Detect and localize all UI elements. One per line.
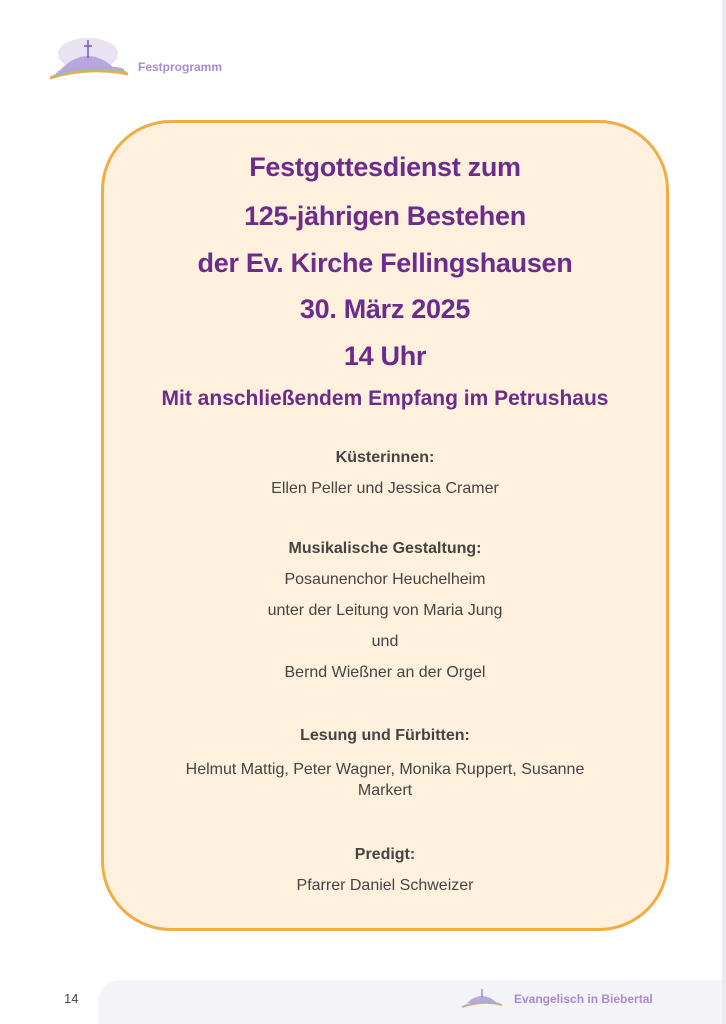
subtitle: Mit anschließendem Empfang im Petrushaus xyxy=(161,387,609,410)
church-dome-logo-icon xyxy=(462,987,502,1014)
title-line: 125-jährigen Bestehen xyxy=(244,201,526,231)
section-text: Helmut Mattig, Peter Wagner, Monika Ruppert, Susanne xyxy=(185,761,585,778)
section-heading-lesung: Lesung und Fürbitten: xyxy=(300,727,470,744)
section-text: Bernd Wießner an der Orgel xyxy=(284,664,486,681)
program-card xyxy=(101,120,669,931)
section-text: Markert xyxy=(357,782,413,799)
footer-label: Evangelisch in Biebertal xyxy=(514,992,653,1006)
section-text: Pfarrer Daniel Schweizer xyxy=(296,877,474,894)
section-text: und xyxy=(371,633,399,650)
page-edge xyxy=(722,0,726,1024)
church-dome-logo-icon xyxy=(50,36,130,87)
section-heading-musik: Musikalische Gestaltung: xyxy=(288,540,482,557)
section-text: Ellen Peller und Jessica Cramer xyxy=(271,480,499,497)
header-label: Festprogramm xyxy=(138,60,223,74)
event-date: 30. März 2025 xyxy=(299,294,471,324)
event-time: 14 Uhr xyxy=(343,341,427,371)
title-line: Festgottesdienst zum xyxy=(249,152,521,182)
section-text: Posaunenchor Heuchelheim xyxy=(284,571,486,588)
section-heading-kuesterinnen: Küsterinnen: xyxy=(335,449,435,466)
section-text: unter der Leitung von Maria Jung xyxy=(267,602,503,619)
page-header xyxy=(50,36,350,86)
page-number: 14 xyxy=(64,991,79,1006)
title-line: der Ev. Kirche Fellingshausen xyxy=(197,248,573,278)
section-heading-predigt: Predigt: xyxy=(354,846,416,863)
